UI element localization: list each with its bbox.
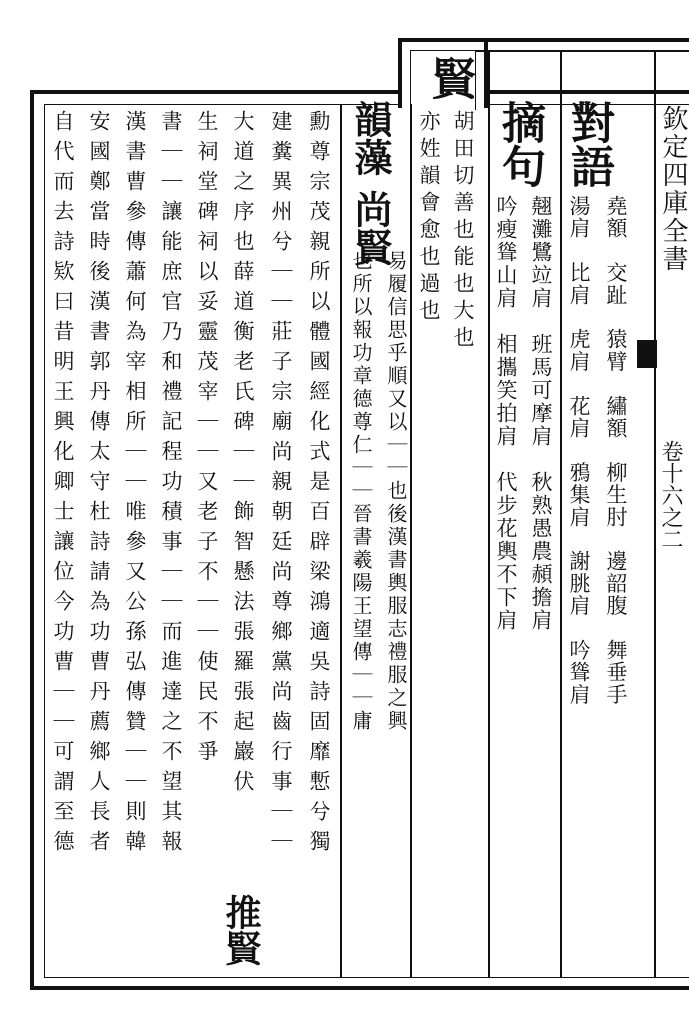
text-column: 勳尊宗茂親所以體國經化式是百辟梁鴻適吳詩固靡慙兮獨: [307, 110, 331, 860]
fishtail-mark: [637, 340, 657, 368]
zhai-ju-line-a: 翹灘鷺竝肩 班馬可摩肩 秋熟愚農頳擔肩: [529, 195, 553, 632]
top-rule-outer: [488, 38, 689, 42]
text-column: 安國鄭當時後漢書郭丹傳太守杜詩請為功曹丹薦鄉人長者: [87, 110, 111, 860]
dui-yu-line-a: 堯額 交趾 猿臂 繡額 柳生肘 邊韶腹 舞垂手: [604, 195, 628, 706]
zhai-ju-line-b: 吟瘦聳山肩 相攜笑拍肩 代步花輿不下肩: [494, 195, 518, 632]
heading-yun-zao: 韻藻: [348, 100, 393, 176]
heading-tui-xian: 推賢: [220, 894, 262, 966]
column-divider: [560, 50, 562, 978]
top-rule-inner: [476, 50, 689, 52]
text-column: 自代而去詩欵曰昔明王興化卿士讓位今功曹｜｜可謂至德: [51, 110, 75, 860]
column-divider: [340, 104, 342, 978]
shang-xian-line-a: 易履信思乎順又以｜｜也後漢書輿服志禮服之興: [384, 250, 408, 733]
shang-xian-line-b: 也所以報功章德尊仁｜｜晉書羲陽王望傳｜｜庸: [349, 250, 373, 733]
column-divider: [410, 104, 412, 978]
xian-line-a: 胡田切善也能也大也: [451, 110, 475, 353]
heading-dui-yu: 對語: [563, 100, 614, 188]
heading-xian: 賢: [424, 56, 475, 100]
text-column: 生祠堂碑祠以妥靈茂宰｜｜又老子不｜｜使民不爭: [195, 110, 219, 770]
column-divider: [488, 50, 490, 978]
text-column: 建糞異州兮｜｜莊子宗廟尚親朝廷尚尊鄉黨尚齒行事｜｜: [269, 110, 293, 860]
text-column: 漢書曹參傳蕭何為宰相所｜｜唯參又公孫弘傳贊｜｜則韓: [123, 110, 147, 860]
dui-yu-line-b: 湯肩 比肩 虎肩 花肩 鴉集肩 謝朓肩 吟聳肩: [567, 195, 591, 706]
book-title: 欽定四庫全書: [658, 105, 688, 273]
text-column: 書｜｜讓能庶官乃和禮記程功積事｜｜而進達之不望其報: [159, 110, 183, 860]
margin-rule: [654, 50, 656, 978]
xian-line-b: 亦姓韻會愈也過也: [417, 110, 441, 326]
volume-label: 卷十六之二: [658, 440, 683, 550]
heading-shang-xian: 尚賢: [348, 190, 393, 266]
text-column: 大道之序也薛道衡老氏碑｜｜飾智懸法張羅張起巖伏: [231, 110, 255, 800]
heading-zhai-ju: 摘句: [494, 100, 545, 188]
